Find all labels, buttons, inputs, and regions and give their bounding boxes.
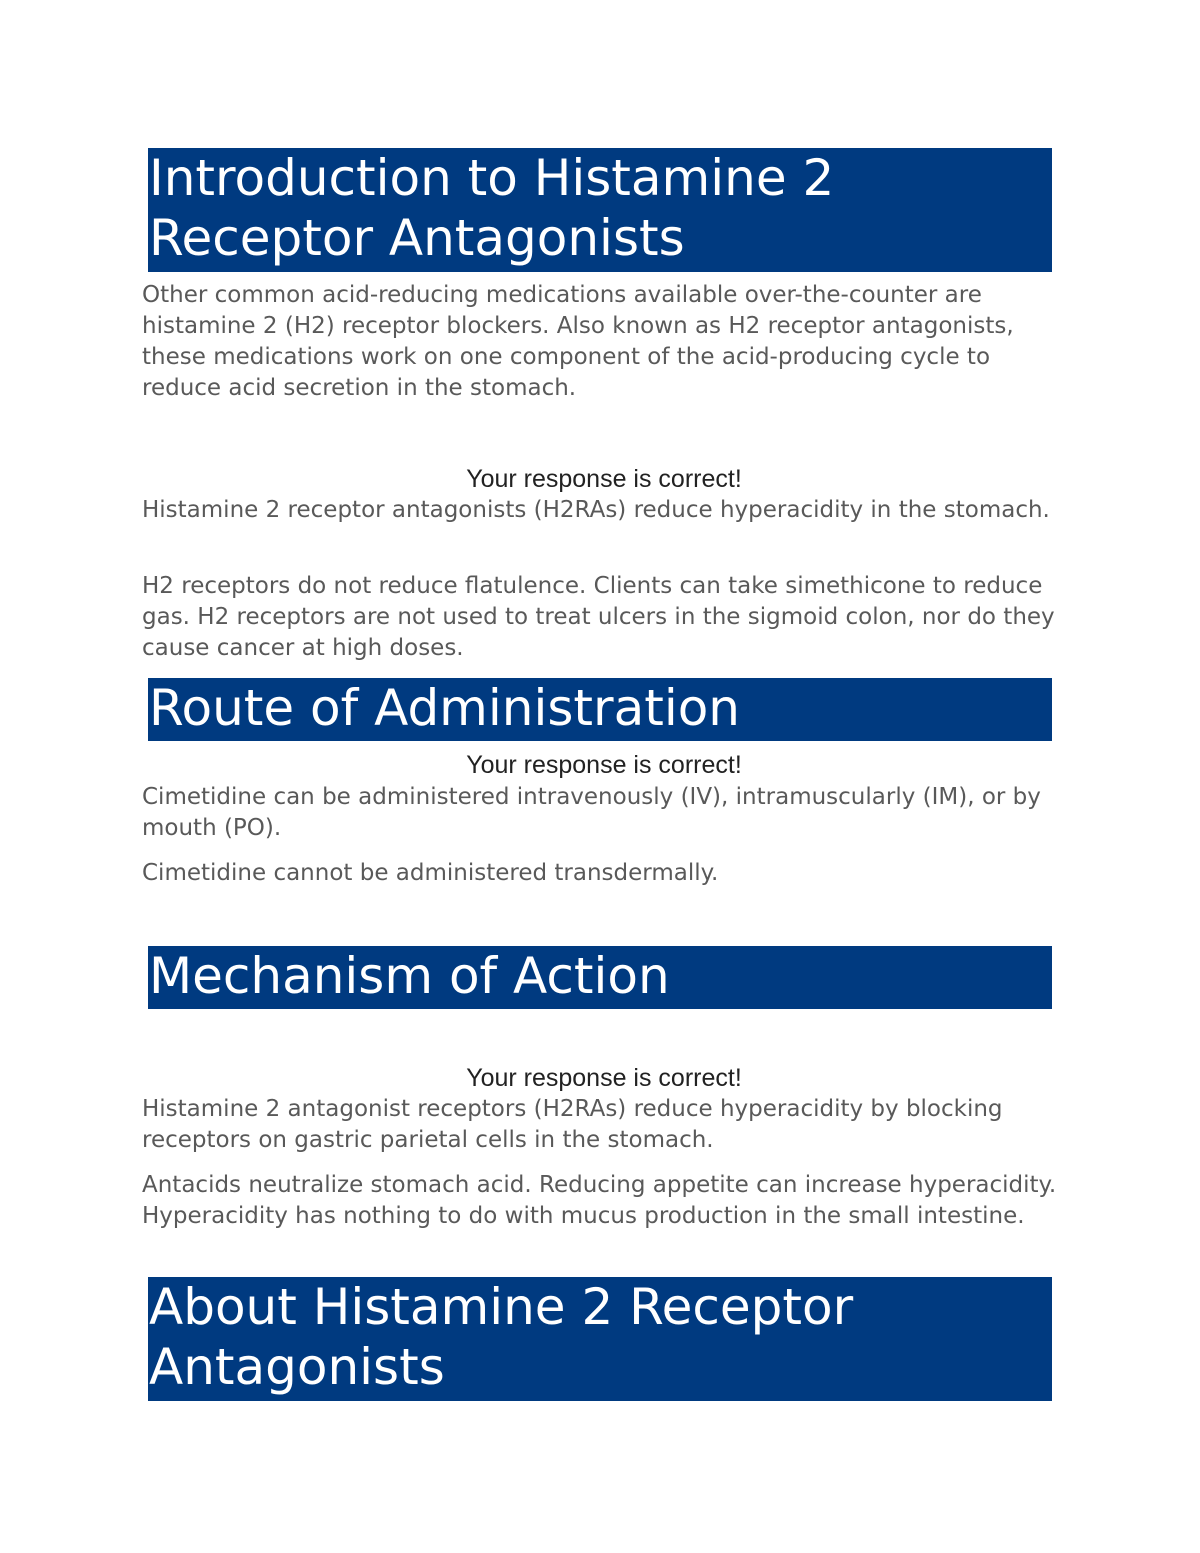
distractor-paragraph: Cimetidine cannot be administered transdermally.	[142, 860, 719, 886]
explanation-paragraph: Histamine 2 receptor antagonists (H2RAs) reduce hyperacidity in the stomach.	[142, 497, 1050, 523]
section-heading-route: Route of Administration	[148, 678, 1052, 741]
section-heading-mechanism: Mechanism of Action	[148, 946, 1052, 1009]
feedback-correct-message: Your response is correct!	[466, 1064, 742, 1092]
section-heading-introduction: Introduction to Histamine 2 Receptor Antagonists	[148, 148, 1052, 272]
distractor-paragraph: Antacids neutralize stomach acid. Reducing appetite can increase hyperacidity. Hyperacidity has nothing to do with mucus production in the small intestine.	[142, 1172, 1057, 1229]
section-heading-about: About Histamine 2 Receptor Antagonists	[148, 1277, 1052, 1401]
explanation-paragraph: Cimetidine can be administered intravenously (IV), intramuscularly (IM), or by mouth (PO).	[142, 784, 1041, 841]
explanation-paragraph: Histamine 2 antagonist receptors (H2RAs) reduce hyperacidity by blocking receptors on gastric parietal cells in the stomach.	[142, 1096, 1003, 1153]
intro-paragraph: Other common acid-reducing medications available over-the-counter are histamine 2 (H2) receptor blockers. Also known as H2 receptor antagonists, these medications work on one component of the acid-producing cycle to reduce acid secretion in the stomach.	[142, 282, 1014, 401]
feedback-correct-message: Your response is correct!	[466, 465, 742, 493]
feedback-correct-message: Your response is correct!	[466, 751, 742, 779]
distractor-paragraph: H2 receptors do not reduce flatulence. Clients can take simethicone to reduce gas. H2 receptors are not used to treat ulcers in the sigmoid colon, nor do they cause cancer at high doses.	[142, 573, 1055, 661]
